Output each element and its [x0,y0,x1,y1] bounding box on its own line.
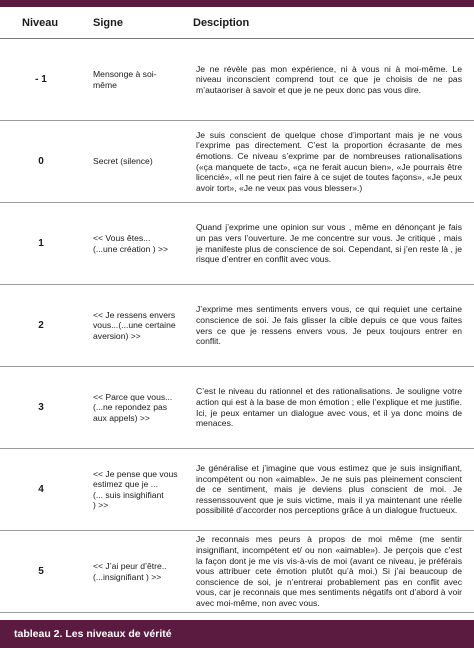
description-cell [196,121,462,202]
description-cell [196,39,462,120]
header-description: Desciption [193,17,250,29]
top-accent-bar [0,0,474,7]
sign-cell: << Parce que vous... (...ne repondez pas aux appels) >> [93,391,173,423]
description-cell [196,449,462,530]
table-row [0,203,474,285]
sign-cell: << Je pense que vous estimez que je ... (... suis insighifiant ) >> [93,468,178,510]
level-cell: 0 [38,156,44,167]
description-text: J’exprime mes sentiments envers vous, ce qui requiet une certaine conscience de soi. Je fais glisser la cible depuis ce que vous faites vers ce que je ressens envers vous. Je peux toujours entrer en conflit. [196,304,462,347]
table-row [0,285,474,367]
description-text: Je généralise et j’imagine que vous estimez que je suis insignifiant, incompétent ou non «aimable». Je ne suis pas pleinement conscient de ce sentiment, mais je deviens plus conscient de moi. Je ressenssouvent que je suis victime, mais il ya maintenant une réelle possibilité d’accorder nos perceptions grâce à un dialogue fructueux. [196,463,462,516]
description-cell [196,285,462,366]
level-cell: 4 [38,484,44,495]
description-cell [196,203,462,284]
table-row [0,121,474,203]
sign-cell: << J’ai peur d’être.. (...insignifiant ) >> [93,561,167,582]
level-cell: 5 [38,566,44,577]
description-cell [196,367,462,448]
sign-cell: << Je ressens envers vous...(...une certaine aversion) >> [93,309,176,341]
description-text: Je ne révèle pas mon expérience, ni à vous ni à moi-même. Le niveau inconscient comprend tout ce que je choisis de ne pas m’autaoriser à savoir et que je ne peux donc pas vous dire. [196,63,462,95]
table-caption: tableau 2. Les niveaux de vérité [14,628,172,640]
table-row [0,531,474,613]
table-header [0,7,474,39]
caption-bar [0,620,474,648]
level-cell: 3 [38,402,44,413]
table-row [0,449,474,531]
table-row [0,367,474,449]
table-row [0,39,474,121]
table-body [0,39,474,613]
sign-cell: Mensonge à soi- même [93,69,157,90]
description-text: Quand j’exprime une opinion sur vous , même en dénonçant je fais un pas vers l’ouverture. Je me concentre sur vous. Je critique , mais je manifeste plus de conscience de soi. Cependant, si j’en reste là , je risque d’entrer en conflit avec vous. [196,222,462,265]
description-text: Je reconnais mes peurs à propos de moi même (me sentir insignifiant, incompétent et/ ou non «aimable»). Je perçois que c’est la façon dont je me vis vis-à-vis de moi (avant ce niveau, je préférais vous attribuer cete émotion plutôt qu’à moi.) Si j’ai beaucoup de conscience de soi, je n’entrerai probablement pas en conflit avec vous, car je reconnais que mes sentiments négatifs ont d’abord à voir avec moi-même, non avec vous. [196,534,462,608]
description-cell [196,531,462,612]
description-text: Je suis conscient de quelque chose d’important mais je ne vous l’exprime pas directement. C’est la proportion écrasante de mes émotions. Ce niveau s’exprime par de nombreuses rationalisations («ça manquete de tact», «ça ne ferait aucun bien», «Je pourrais être licencié», «Il ne peut rien faire à ce sujet de toutes façons», «Je peux avoir tort», «Je ne veux pas vous blesser».) [196,129,462,193]
sign-cell: << Vous êtes... (...une création ) >> [93,233,168,254]
description-text: C’est le niveau du rationnel et des rationalisations. Je souligne votre action qui est à la base de mon émotion ; elle l’explique et me justifie. Ici, je peux entamer un dialogue avec vous, et il ya donc moins de menaces. [196,386,462,429]
level-cell: 2 [38,320,44,331]
level-cell: 1 [38,238,44,249]
level-cell: - 1 [35,74,47,85]
sign-cell: Secret (silence) [93,156,153,167]
header-sign: Signe [93,17,123,29]
header-level: Niveau [22,17,59,29]
